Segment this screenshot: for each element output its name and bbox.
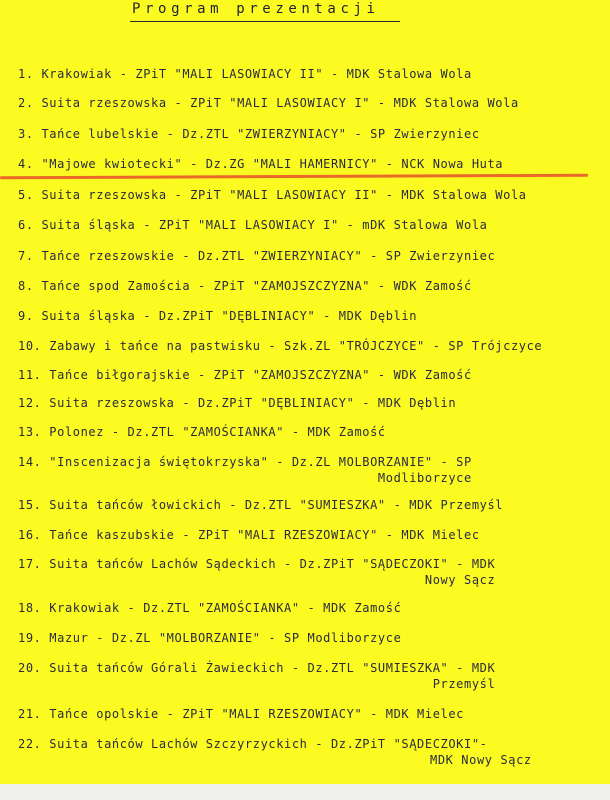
program-item (18, 395, 456, 411)
program-item-text: 6. Suita śląska - ZPiT "MALI LASOWIACY I" - mDK Stalowa Wola (18, 218, 488, 232)
scan-bottom-edge (0, 784, 610, 800)
program-item-text: 13. Polonez - Dz.ZTL "ZAMOŚCIANKA" - MDK Zamość (18, 425, 386, 439)
program-item-continuation: MDK Nowy Sącz (430, 753, 532, 767)
program-item-text: 1. Krakowiak - ZPiT "MALI LASOWIACY II" - MDK Stalowa Wola (18, 67, 472, 81)
program-item-text: 10. Zabawy i tańce na pastwisku - Szk.ZL "TRÓJCZYCE" - SP Trójczyce (18, 339, 543, 353)
program-item (18, 126, 480, 142)
program-item-text: 21. Tańce opolskie - ZPiT "MALI RZESZOWIACY" - MDK Mielec (18, 707, 465, 721)
program-item-text: 3. Tańce lubelskie - Dz.ZTL "ZWIERZYNIACY" - SP Zwierzyniec (18, 127, 480, 141)
program-item-text: 9. Suita śląska - Dz.ZPiT "DĘBLINIACY" - MDK Dęblin (18, 309, 418, 323)
program-item-text: 5. Suita rzeszowska - ZPiT "MALI LASOWIACY II" - MDK Stalowa Wola (18, 188, 527, 202)
program-item-continuation: Nowy Sącz (424, 573, 496, 587)
program-item (18, 497, 503, 513)
program-item (18, 736, 532, 768)
program-item (18, 217, 487, 233)
program-item (18, 187, 527, 203)
program-item (18, 660, 495, 692)
program-item (18, 66, 472, 82)
program-item (18, 367, 472, 383)
program-item (18, 424, 386, 440)
program-item (18, 600, 401, 616)
program-item-text: 19. Mazur - Dz.ZL "MOLBORZANIE" - SP Modliborzyce (18, 631, 402, 645)
program-item (18, 556, 495, 588)
program-item (18, 95, 519, 111)
program-item (18, 308, 417, 324)
program-item-continuation: Modliborzyce (377, 471, 472, 485)
program-item-text: 18. Krakowiak - Dz.ZTL "ZAMOŚCIANKA" - MDK Zamość (18, 601, 402, 615)
program-item-text: 4. "Majowe kwiotecki" - Dz.ZG "MALI HAMERNICY" - NCK Nowa Huta (18, 157, 504, 171)
program-item-text: 11. Tańce biłgorajskie - ZPiT "ZAMOJSZCZYZNA" - WDK Zamość (18, 368, 472, 382)
program-item-text: 7. Tańce rzeszowskie - Dz.ZTL "ZWIERZYNIACY" - SP Zwierzyniec (18, 249, 496, 263)
program-item (18, 248, 495, 264)
program-item (18, 338, 542, 354)
program-item-text: 14. "Inscenizacja świętokrzyska" - Dz.ZL MOLBORZANIE" - SP (18, 455, 472, 469)
program-item-text: 16. Tańce kaszubskie - ZPiT "MALI RZESZOWIACY" - MDK Mielec (18, 528, 480, 542)
program-item-text: 15. Suita tańców łowickich - Dz.ZTL "SUMIESZKA" - MDK Przemyśl (18, 498, 504, 512)
program-item (18, 630, 401, 646)
program-item-text: 2. Suita rzeszowska - ZPiT "MALI LASOWIACY I" - MDK Stalowa Wola (18, 96, 519, 110)
program-item (18, 454, 472, 486)
program-item-text: 17. Suita tańców Lachów Sądeckich - Dz.ZPiT "SĄDECZOKI" - MDK (18, 557, 496, 571)
program-item (18, 278, 472, 294)
program-item-text: 22. Suita tańców Lachów Szczyrzyckich - Dz.ZPiT "SĄDECZOKI"- (18, 737, 488, 751)
program-item (18, 706, 464, 722)
program-item (18, 527, 480, 543)
program-item-text: 12. Suita rzeszowska - Dz.ZPiT "DĘBLINIACY" - MDK Dęblin (18, 396, 457, 410)
program-item-text: 20. Suita tańców Górali Żawieckich - Dz.ZTL "SUMIESZKA" - MDK (18, 661, 496, 675)
program-item-continuation: Przemyśl (432, 677, 496, 691)
page-title: Program prezentacji (132, 1, 380, 17)
program-item (18, 156, 503, 172)
program-item-text: 8. Tańce spod Zamościa - ZPiT "ZAMOJSZCZYZNA" - WDK Zamość (18, 279, 472, 293)
